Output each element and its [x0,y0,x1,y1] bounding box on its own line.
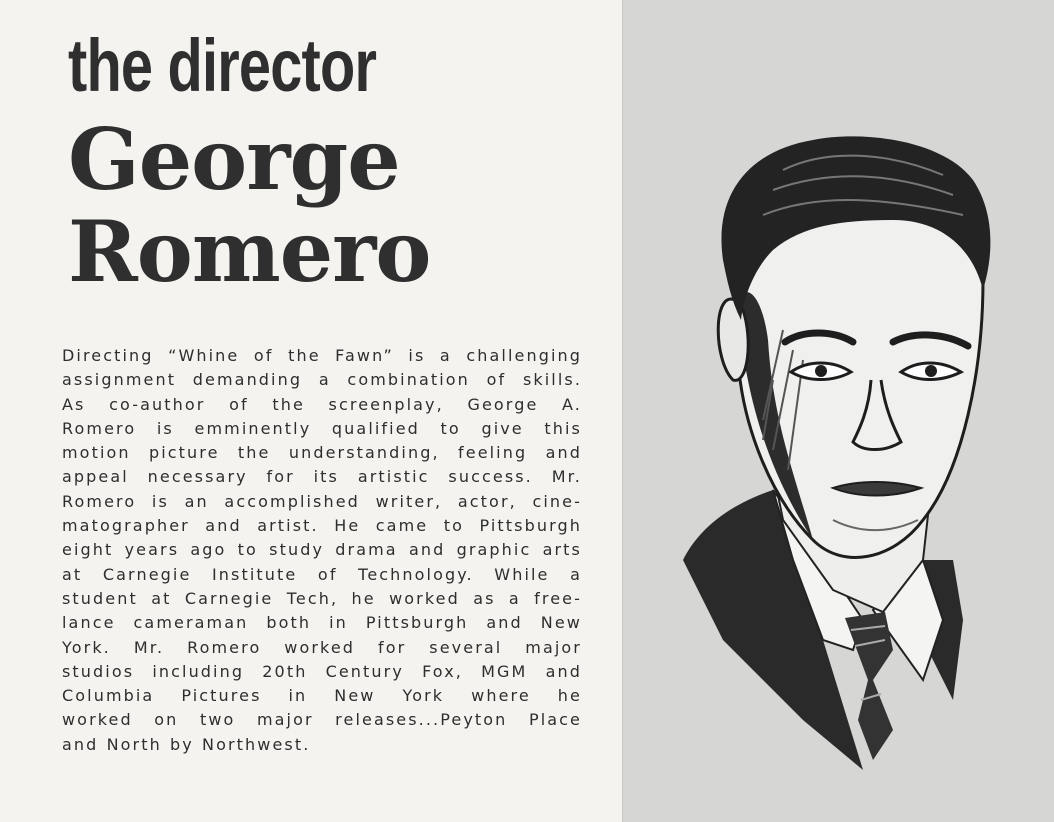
biography-paragraph [62,344,582,757]
bio-line: Directing “Whine of the Fawn” is a challenging [62,346,582,365]
bio-line: worked on two major releases...Peyton Place [62,710,582,730]
bio-line: matographer and artist. He came to Pittsburgh [62,516,582,536]
bio-line: student at Carnegie Tech, he worked as a free- [62,588,582,608]
bio-line: York. Mr. Romero worked for several major [62,637,582,657]
bio-line: Romero is emminently qualified to give this [62,418,582,438]
bio-line: and North by Northwest. [62,734,311,754]
bio-line: at Carnegie Institute of Technology. While a [62,564,582,584]
bio-line: Romero is an accomplished writer, actor, cine- [62,491,582,511]
heading-the-director: the director [68,24,377,107]
ear [718,299,748,380]
bio-line: As co-author of the screenplay, George A. [62,394,582,414]
bio-line: lance cameraman both in Pittsburgh and New [62,613,582,633]
bio-line: assignment demanding a combination of skills. [62,370,582,390]
bio-line: appeal necessary for its artistic success. Mr. [62,467,582,487]
portrait-panel [622,0,1054,822]
bio-line: studios including 20th Century Fox, MGM and [62,661,582,681]
bio-line: Columbia Pictures in New York where he [62,686,582,706]
portrait-illustration [623,0,1054,822]
heading-last-name: Romero [68,202,431,301]
heading-first-name: George [68,110,400,209]
bio-line: eight years ago to study drama and graphic arts [62,540,582,560]
bio-line: motion picture the understanding, feeling and [62,443,582,463]
